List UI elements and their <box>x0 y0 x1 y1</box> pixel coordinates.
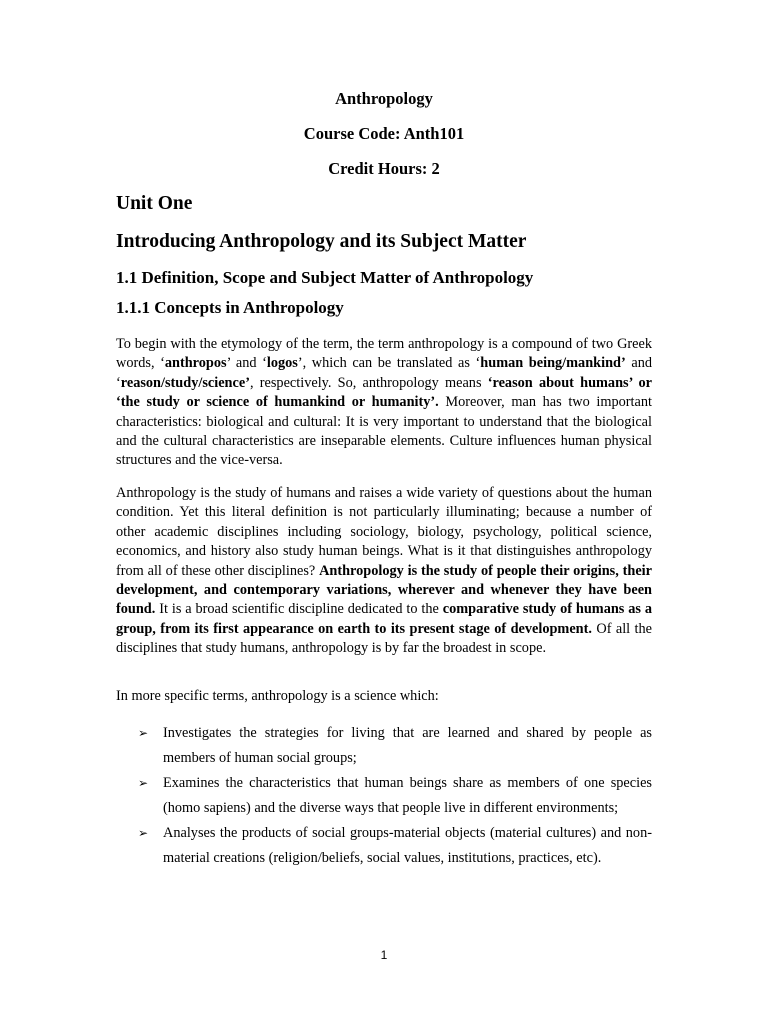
unit-heading: Unit One <box>116 193 193 214</box>
text-run: Anthropology is the study of humans and raises a wide variety of questions about the human condition. Yet this literal definition is not particularly illuminating; because a number of other academic disciplines including sociology, biology, psychology, political science, economics, and history also study human beings. What is it that distinguishes anthropology from all of these other disciplines? <box>116 485 652 579</box>
arrow-bullet-icon: ➢ <box>138 776 149 790</box>
page-number: 1 <box>380 948 388 962</box>
list-intro: In more specific terms, anthropology is a science which: <box>116 688 439 704</box>
bold-text-run: Anthropology is the study of people their origins, their development, and contemporary variations, wherever and whenever they have been found. <box>116 562 652 618</box>
text-run: ’, which can be translated as ‘ <box>297 355 481 372</box>
text-run: It is a broad scientific discipline dedicated to the <box>155 601 443 618</box>
list-item-text: Analyses the products of social groups-material objects (material cultures) and non-material creations (religion/beliefs, social values, institutions, practices, etc). <box>163 825 652 866</box>
text-run: Of all the disciplines that study humans, anthropology is by far the broadest in scope. <box>116 620 652 657</box>
text-run: To begin with the etymology of the term, the term anthropology is a compound of two Greek words, ‘ <box>116 336 652 372</box>
arrow-bullet-icon: ➢ <box>138 726 149 740</box>
list-item-text: Examines the characteristics that human beings share as members of one species (homo sapiens) and the diverse ways that people live in different environments; <box>163 775 652 816</box>
text-run: ’ and ‘ <box>226 355 267 372</box>
bold-text-run: human being/mankind’ <box>480 355 626 372</box>
bullet-list <box>138 721 652 871</box>
bold-text-run: anthropos <box>164 355 227 372</box>
list-item <box>138 821 652 871</box>
credit-hours: Credit Hours: 2 <box>328 159 440 178</box>
document-title: Anthropology <box>335 89 433 108</box>
section-heading: 1.1 Definition, Scope and Subject Matter of Anthropology <box>116 268 534 287</box>
paragraph-definition <box>116 484 652 659</box>
bold-text-run: reason/study/science’ <box>120 374 250 391</box>
text-run: Moreover, man has two important characteristics: biological and cultural: It is very important to understand that the biological and the cultural characteristics are inseparable elements. Culture influences human physical structures and the vice-versa. <box>116 394 652 469</box>
bold-text-run: ‘reason about humans’ or ‘the study or science of humankind or humanity’. <box>116 374 652 411</box>
text-run: , respectively. So, anthropology means <box>249 374 488 391</box>
list-item <box>138 771 652 821</box>
text-run: and ‘ <box>116 355 652 391</box>
bold-text-run: comparative study of humans as a group, from its first appearance on earth to its present stage of development. <box>116 601 652 637</box>
subsection-heading: 1.1.1 Concepts in Anthropology <box>116 298 344 317</box>
arrow-bullet-icon: ➢ <box>138 826 149 840</box>
unit-title-heading: Introducing Anthropology and its Subject Matter <box>116 231 527 252</box>
list-item-text: Investigates the strategies for living that are learned and shared by people as members of human social groups; <box>163 725 652 766</box>
paragraph-etymology <box>116 335 652 471</box>
bold-text-run: logos <box>266 355 298 372</box>
course-code: Course Code: Anth101 <box>303 124 465 143</box>
list-item <box>138 721 652 771</box>
